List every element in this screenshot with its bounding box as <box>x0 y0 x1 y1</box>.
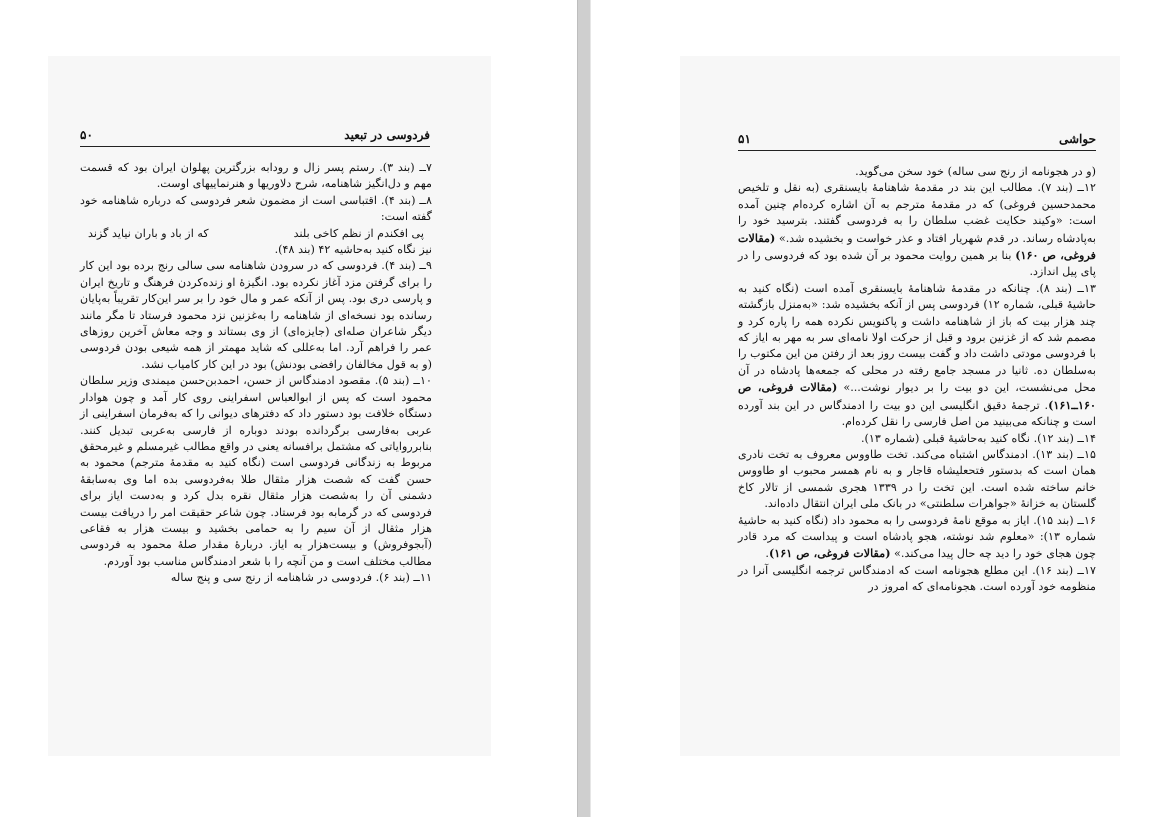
citation: (مقالات فروغی، ص ۱۶۱) <box>768 546 891 561</box>
left-page-header <box>80 128 430 147</box>
left-page <box>48 56 491 756</box>
note-9: ۹ــ (بند ۴). فردوسی که در سرودن شاهنامه سی سالی رنج برده بود این کار را برای گرفتن مزد آغاز نکرده بود. انگیزهٔ او زنده‌کردن فرهنگ و تاریخ ایران و پارسی دری بود. پس از آنکه عمر و مال خود را بر سر این‌کار تقریباً به‌پایان رسانده بود نسخه‌ای از شاهنامه را به‌غزنین نزد محمود فرستاد تا مگر مانند دیگر شاعران صله‌ای (جایزه‌ای) از وی بستاند و وجه معاش آخرین روزهای عمر را فراهم آرد. اما به‌عللی که شاید مهمتر از همه شیعی بودن فردوسی (و به قول مخالفان رافضی بودنش) بود در این کار کامیاب نشد. <box>80 259 432 371</box>
left-page-body <box>80 160 432 587</box>
right-page-header <box>738 132 1096 151</box>
running-title: فردوسی در تبعید <box>344 128 430 142</box>
note-11-cont: (و در هجونامه از رنج سی ساله) خود سخن می‌گوید. <box>855 165 1096 178</box>
note-12 <box>738 180 1096 280</box>
page-number: ۵۰ <box>80 128 93 142</box>
citation: (مقالات فروغی، ص ۱۶۰) <box>738 230 1096 263</box>
right-page-body <box>738 164 1096 596</box>
note-7: ۷ــ (بند ۳). رستم پسر زال و رودابه بزرگترین پهلوان ایران بود که قسمت مهم و دل‌انگیز شاهنامه، شرح دلاوریها و هنرنماییهای اوست. <box>80 161 432 191</box>
note-text: بنا بر همین روایت محمود بر آن شده بود که فردوسی را در پای پیل اندازد. <box>738 249 1096 279</box>
note-text: ۱۲ــ (بند ۷). مطالب این بند در مقدمهٔ شاهنامهٔ بایسنقری (به نقل و تلخیص محمدحسین فروغی) که در مقدمهٔ مترجم به آن اشاره کرده‌ام چنین آمده است: «وکیند حکایت غضب سلطان را به فردوسی گفتند. بترسید خود را به‌پادشاه رساند. در قدم شهریار افتاد و عذر خواست و بخشیده شد.» <box>738 181 1096 245</box>
book-gutter <box>577 0 591 817</box>
note-10: ۱۰ــ (بند ۵). مقصود ادمندگاس از حسن، احمدبن‌حسن میمندی وزیر سلطان محمود است که پس از ابوالعباس اسفراینی روی کار آمد و چون هوادار دستگاه خلافت بود دستور داد که دفترهای دیوانی را که به‌فرمان اسفراینی از عربی به‌فارسی برگردانده بودند دوباره از فارسی به‌عربی تبدیل کنند. بنابر‌رواياتی که مشتمل برافسانه یعنی در واقع مطالب غیرمسلم و غیرمحقق مربوط به زندگانی فردوسی است (نگاه کنید به مقدمهٔ مترجم) محمود به حسن گفت که شصت هزار مثقال طلا به‌فردوسی بده اما وی به‌سابقهٔ دشمنی آن را به‌شصت هزار مثقال نقره بدل کرد و به‌دست ایاز برای فردوسی که در گرمابه بود فرستاد. چون شاعر حقیقت امر را دریافت بیست هزار مثقال از آن سیم را به حمامی بخشید و بیست هزار به فقاعی (آبجوفروش) و بیست‌هزار به ایاز. دربارهٔ مقدار صلهٔ محمود به فردوسی مطالب مختلف است و من آنچه را با شعر ادمندگاس مناسب بود آوردم. <box>80 374 432 568</box>
note-text: ۱۳ــ (بند ۸). چنانکه در مقدمهٔ شاهنامهٔ بایسنقری آمده است (نگاه کنید به حاشیهٔ قبلی، شماره ۱۲) فردوسی پس از آنکه بخشیده شد: «به‌منزل بازگشته چند هزار بیت که باز از شاهنامه داشت و پاکنویس نکرده همه را پاره کرد و مصمم شد که از غزنین برود و قبل از حرکت اولا نامه‌ای سر به مهر به ایاز که با فردوسی مودتی داشت داد و گفت بیست روز بعد از رفتن من این مکتوب را به‌سلطان ده. ثانیا در مسجد جامع رفته در محلی که جمعه‌ها پادشاه در آن محل می‌نشست، این دو بیت را بر دیوار نوشت...» <box>738 281 1096 395</box>
right-page <box>680 56 1120 756</box>
verse-hemistich-2: که از باد و باران نیاید گزند <box>88 226 209 240</box>
note-text: ۱۶ــ (بند ۱۵). ایاز به موقع نامهٔ فردوسی را به محمود داد (نگاه کنید به حاشیهٔ شماره ۱۳): «معلوم شد نوشته، هجو پادشاه است و پیداست که مرد قادر چون هجای خود را دید چه حال پیدا می‌کند.» <box>738 513 1096 561</box>
note-8: ۸ــ (بند ۴). اقتباسی است از مضمون شعر فردوسی که درباره شاهنامه خود گفته است: <box>80 193 432 224</box>
note-8-ref: نیز نگاه کنید به‌حاشیه ۴۲ (بند ۴۸). <box>274 243 432 257</box>
note-16 <box>738 513 1096 563</box>
page-number: ۵۱ <box>738 132 751 146</box>
verse-line <box>80 226 432 242</box>
note-14: ۱۴ــ (بند ۱۲). نگاه کنید به‌حاشیهٔ قبلی (شماره ۱۳). <box>860 431 1096 445</box>
note-15: ۱۵ــ (بند ۱۳). ادمندگاس اشتباه می‌کند. تخت طاووس معروف به تخت نادری همان است که بدستور فتحعلیشاه قاجار و به نام همسر محبوب او طاووس خانم ساخته شده است. این تخت را در ۱۳۳۹ هجری شمسی از تالار کاخ گلستان به خزانهٔ «جواهرات سلطنتی» در بانک ملی ایران انتقال داده‌اند. <box>738 447 1096 511</box>
note-text: . ترجمهٔ دقیق انگلیسی این دو بیت را ادمندگاس در این بند آورده است و چنانکه می‌بینید من اصل فارسی را نقل کرده‌ام. <box>738 398 1096 429</box>
note-11: ۱۱ــ (بند ۶). فردوسی در شاهنامه از رنج سی و پنج ساله <box>170 571 432 585</box>
verse-hemistich-1: پی افکندم از نظم کاخی بلند <box>293 226 424 240</box>
running-title: حواشی <box>1058 132 1096 146</box>
note-text: . <box>765 547 769 561</box>
note-17: ۱۷ــ (بند ۱۶). این مطلع هجونامه است که ادمندگاس ترجمه انگلیسی آنرا در منظومه خود آورده است. هجونامه‌ای که امروز در <box>738 563 1096 594</box>
citation: (مقالات فروغی، ص ۱۶۰ــ۱۶۱) <box>738 380 1096 412</box>
note-13 <box>738 281 1096 431</box>
